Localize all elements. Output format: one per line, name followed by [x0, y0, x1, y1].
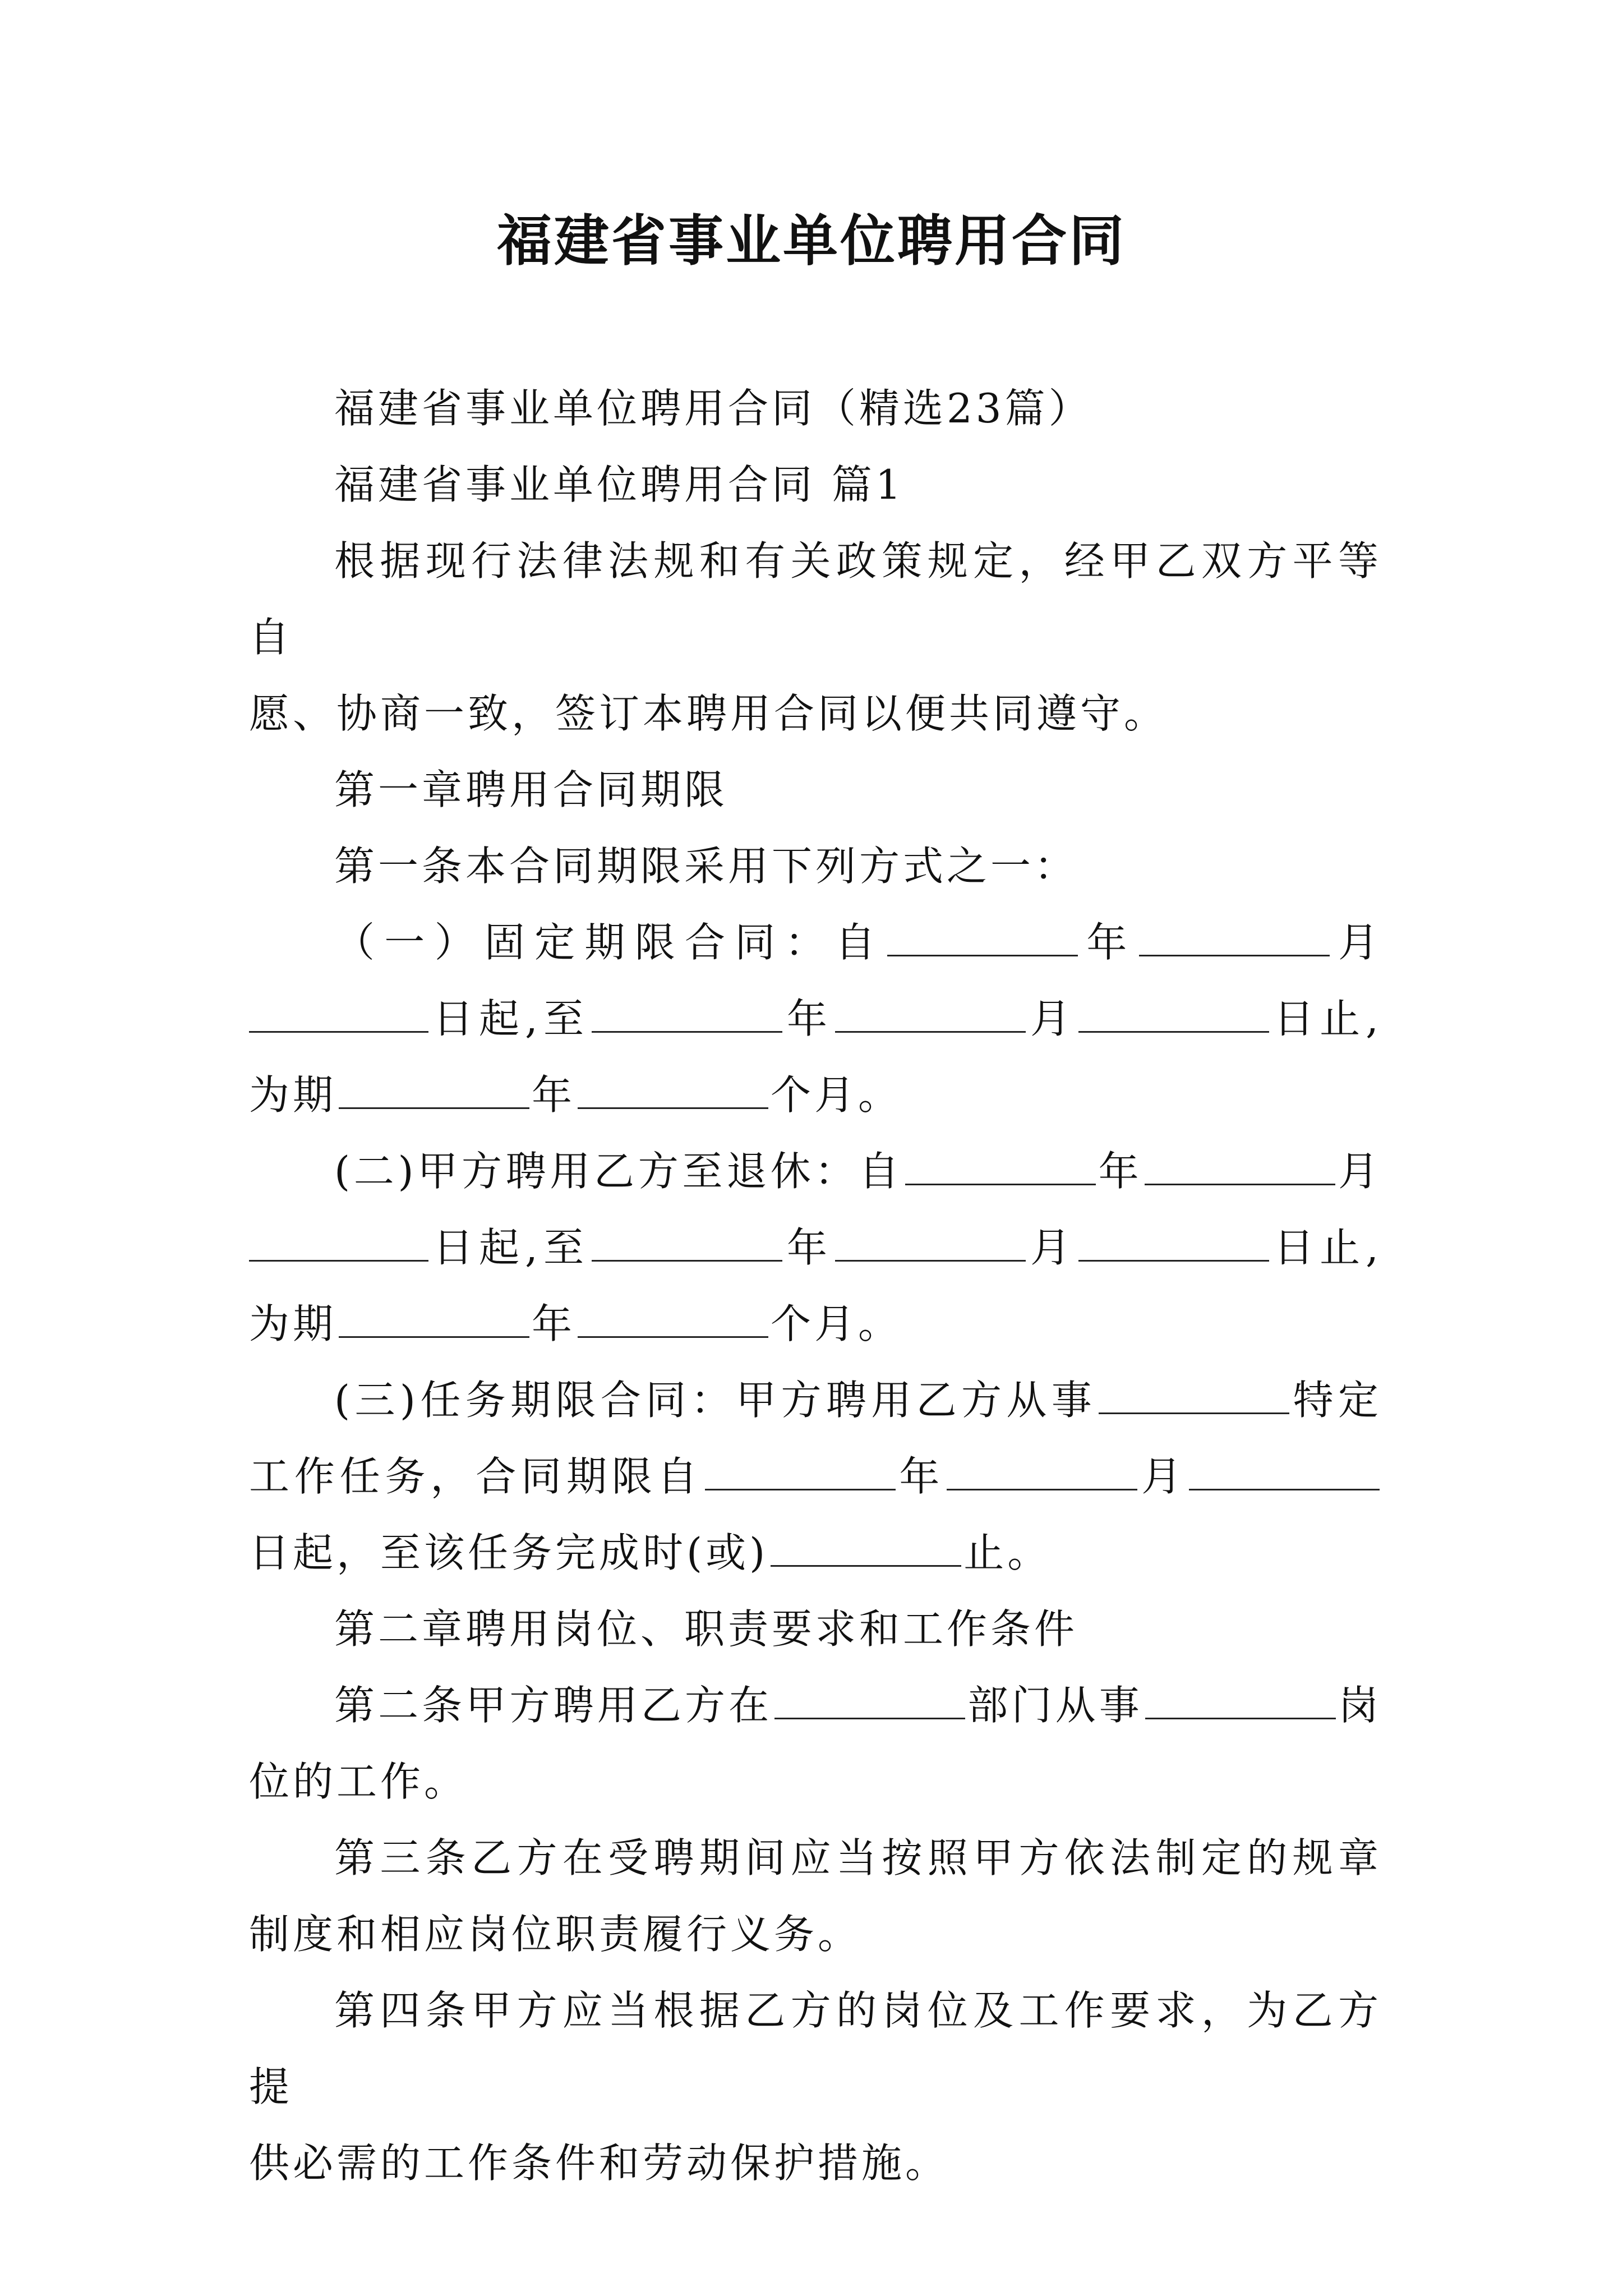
- blank-line: [1145, 1183, 1335, 1185]
- subtitle-line: 福建省事业单位聘用合同（精选23篇）: [334, 385, 1092, 432]
- article-3-line-1: 第三条乙方在受聘期间应当按照甲方依法制定的规章: [334, 1834, 1382, 1881]
- item-3-month: 月: [1140, 1453, 1187, 1500]
- blank-line: [705, 1488, 896, 1490]
- blank-line: [1145, 1717, 1336, 1719]
- article-2-middle: 部门从事: [967, 1682, 1143, 1729]
- chapter-2-heading: 第二章聘用岗位、职责要求和工作条件: [334, 1605, 1078, 1653]
- blank-line: [835, 1030, 1026, 1033]
- item-2-line-2: [249, 1209, 1382, 1286]
- document-title: 福建省事业单位聘用合同: [496, 209, 1126, 273]
- blank-line: [1099, 1412, 1289, 1414]
- intro-line-2: 愿、协商一致，签订本聘用合同以便共同遵守。: [249, 690, 1168, 737]
- item-2-period-year: 年: [532, 1300, 576, 1347]
- item-1-month: 月: [1331, 919, 1382, 966]
- blank-line: [1078, 1030, 1269, 1033]
- item-2-line-1: [249, 1133, 1382, 1209]
- item-1-period: 为期: [249, 1071, 337, 1119]
- item-1-period-year: 年: [532, 1071, 576, 1119]
- item-3-line-2-prefix: 工作任务，合同期限自: [249, 1453, 703, 1500]
- item-1-month-2: 月: [1028, 995, 1077, 1042]
- item-1-period-month: 个月。: [771, 1071, 902, 1119]
- intro-line-1: 根据现行法律法规和有关政策规定，经甲乙双方平等自: [249, 537, 1382, 661]
- blank-line: [1139, 954, 1330, 956]
- item-1-line-1: [249, 904, 1382, 981]
- item-1-day-to: 日止,: [1271, 995, 1382, 1042]
- item-2-year: 年: [1098, 1148, 1143, 1195]
- blank-line: [1078, 1259, 1269, 1262]
- document-body: [249, 370, 1382, 2201]
- article-2-prefix: 第二条甲方聘用乙方在: [334, 1682, 773, 1729]
- item-1-year: 年: [1080, 919, 1137, 966]
- blank-line: [1189, 1488, 1380, 1490]
- blank-line: [905, 1183, 1096, 1185]
- item-3-year: 年: [897, 1453, 945, 1500]
- item-3-line-3-prefix: 日起，至该任务完成时(或): [249, 1529, 769, 1576]
- blank-line: [249, 1259, 428, 1262]
- item-2-period-month: 个月。: [771, 1300, 902, 1347]
- item-1-line-3: [249, 1057, 1382, 1133]
- blank-line: [339, 1336, 529, 1338]
- article-3-line-2: 制度和相应岗位职责履行义务。: [249, 1911, 862, 1958]
- item-3-line-3-suffix: 止。: [963, 1529, 1052, 1576]
- item-2-month-2: 月: [1028, 1224, 1077, 1271]
- item-3-prefix: (三)任务期限合同：甲方聘用乙方从事: [334, 1377, 1097, 1424]
- blank-line: [578, 1336, 768, 1338]
- item-2-prefix: (二)甲方聘用乙方至退休：自: [334, 1148, 903, 1195]
- part-heading: 福建省事业单位聘用合同 篇1: [334, 461, 905, 508]
- blank-line: [592, 1259, 782, 1262]
- item-2-year-2: 年: [784, 1224, 833, 1271]
- item-1-day-from: 日起,至: [431, 995, 589, 1042]
- item-1-line-2: [249, 981, 1382, 1057]
- item-2-line-3: [249, 1286, 1382, 1362]
- item-3-line-1: [249, 1362, 1382, 1438]
- item-2-period: 为期: [249, 1300, 337, 1347]
- blank-line: [249, 1030, 428, 1033]
- item-3-line-3: [249, 1515, 1382, 1591]
- blank-line: [771, 1565, 961, 1567]
- item-2-day-from: 日起,至: [431, 1224, 589, 1271]
- article-1: 第一条本合同期限采用下列方式之一：: [334, 843, 1078, 890]
- article-4-line-1: 第四条甲方应当根据乙方的岗位及工作要求，为乙方提: [249, 1987, 1382, 2110]
- item-1-prefix: （一）固定期限合同：自: [334, 919, 886, 966]
- blank-line: [339, 1107, 529, 1109]
- blank-line: [774, 1717, 965, 1719]
- chapter-1-heading: 第一章聘用合同期限: [334, 766, 728, 813]
- item-1-year-2: 年: [784, 995, 833, 1042]
- article-2-line-1: [249, 1667, 1382, 1743]
- blank-line: [947, 1488, 1137, 1490]
- blank-line: [887, 954, 1078, 956]
- blank-line: [578, 1107, 768, 1109]
- item-3-suffix: 特定: [1292, 1377, 1382, 1424]
- article-2-line-2: 位的工作。: [249, 1758, 468, 1805]
- item-3-line-2: [249, 1438, 1382, 1515]
- article-4-line-2: 供必需的工作条件和劳动保护措施。: [249, 2139, 949, 2187]
- blank-line: [592, 1030, 782, 1033]
- article-2-suffix: 岗: [1338, 1682, 1382, 1729]
- blank-line: [835, 1259, 1026, 1262]
- item-2-day-to: 日止,: [1271, 1224, 1382, 1271]
- item-2-month: 月: [1338, 1148, 1382, 1195]
